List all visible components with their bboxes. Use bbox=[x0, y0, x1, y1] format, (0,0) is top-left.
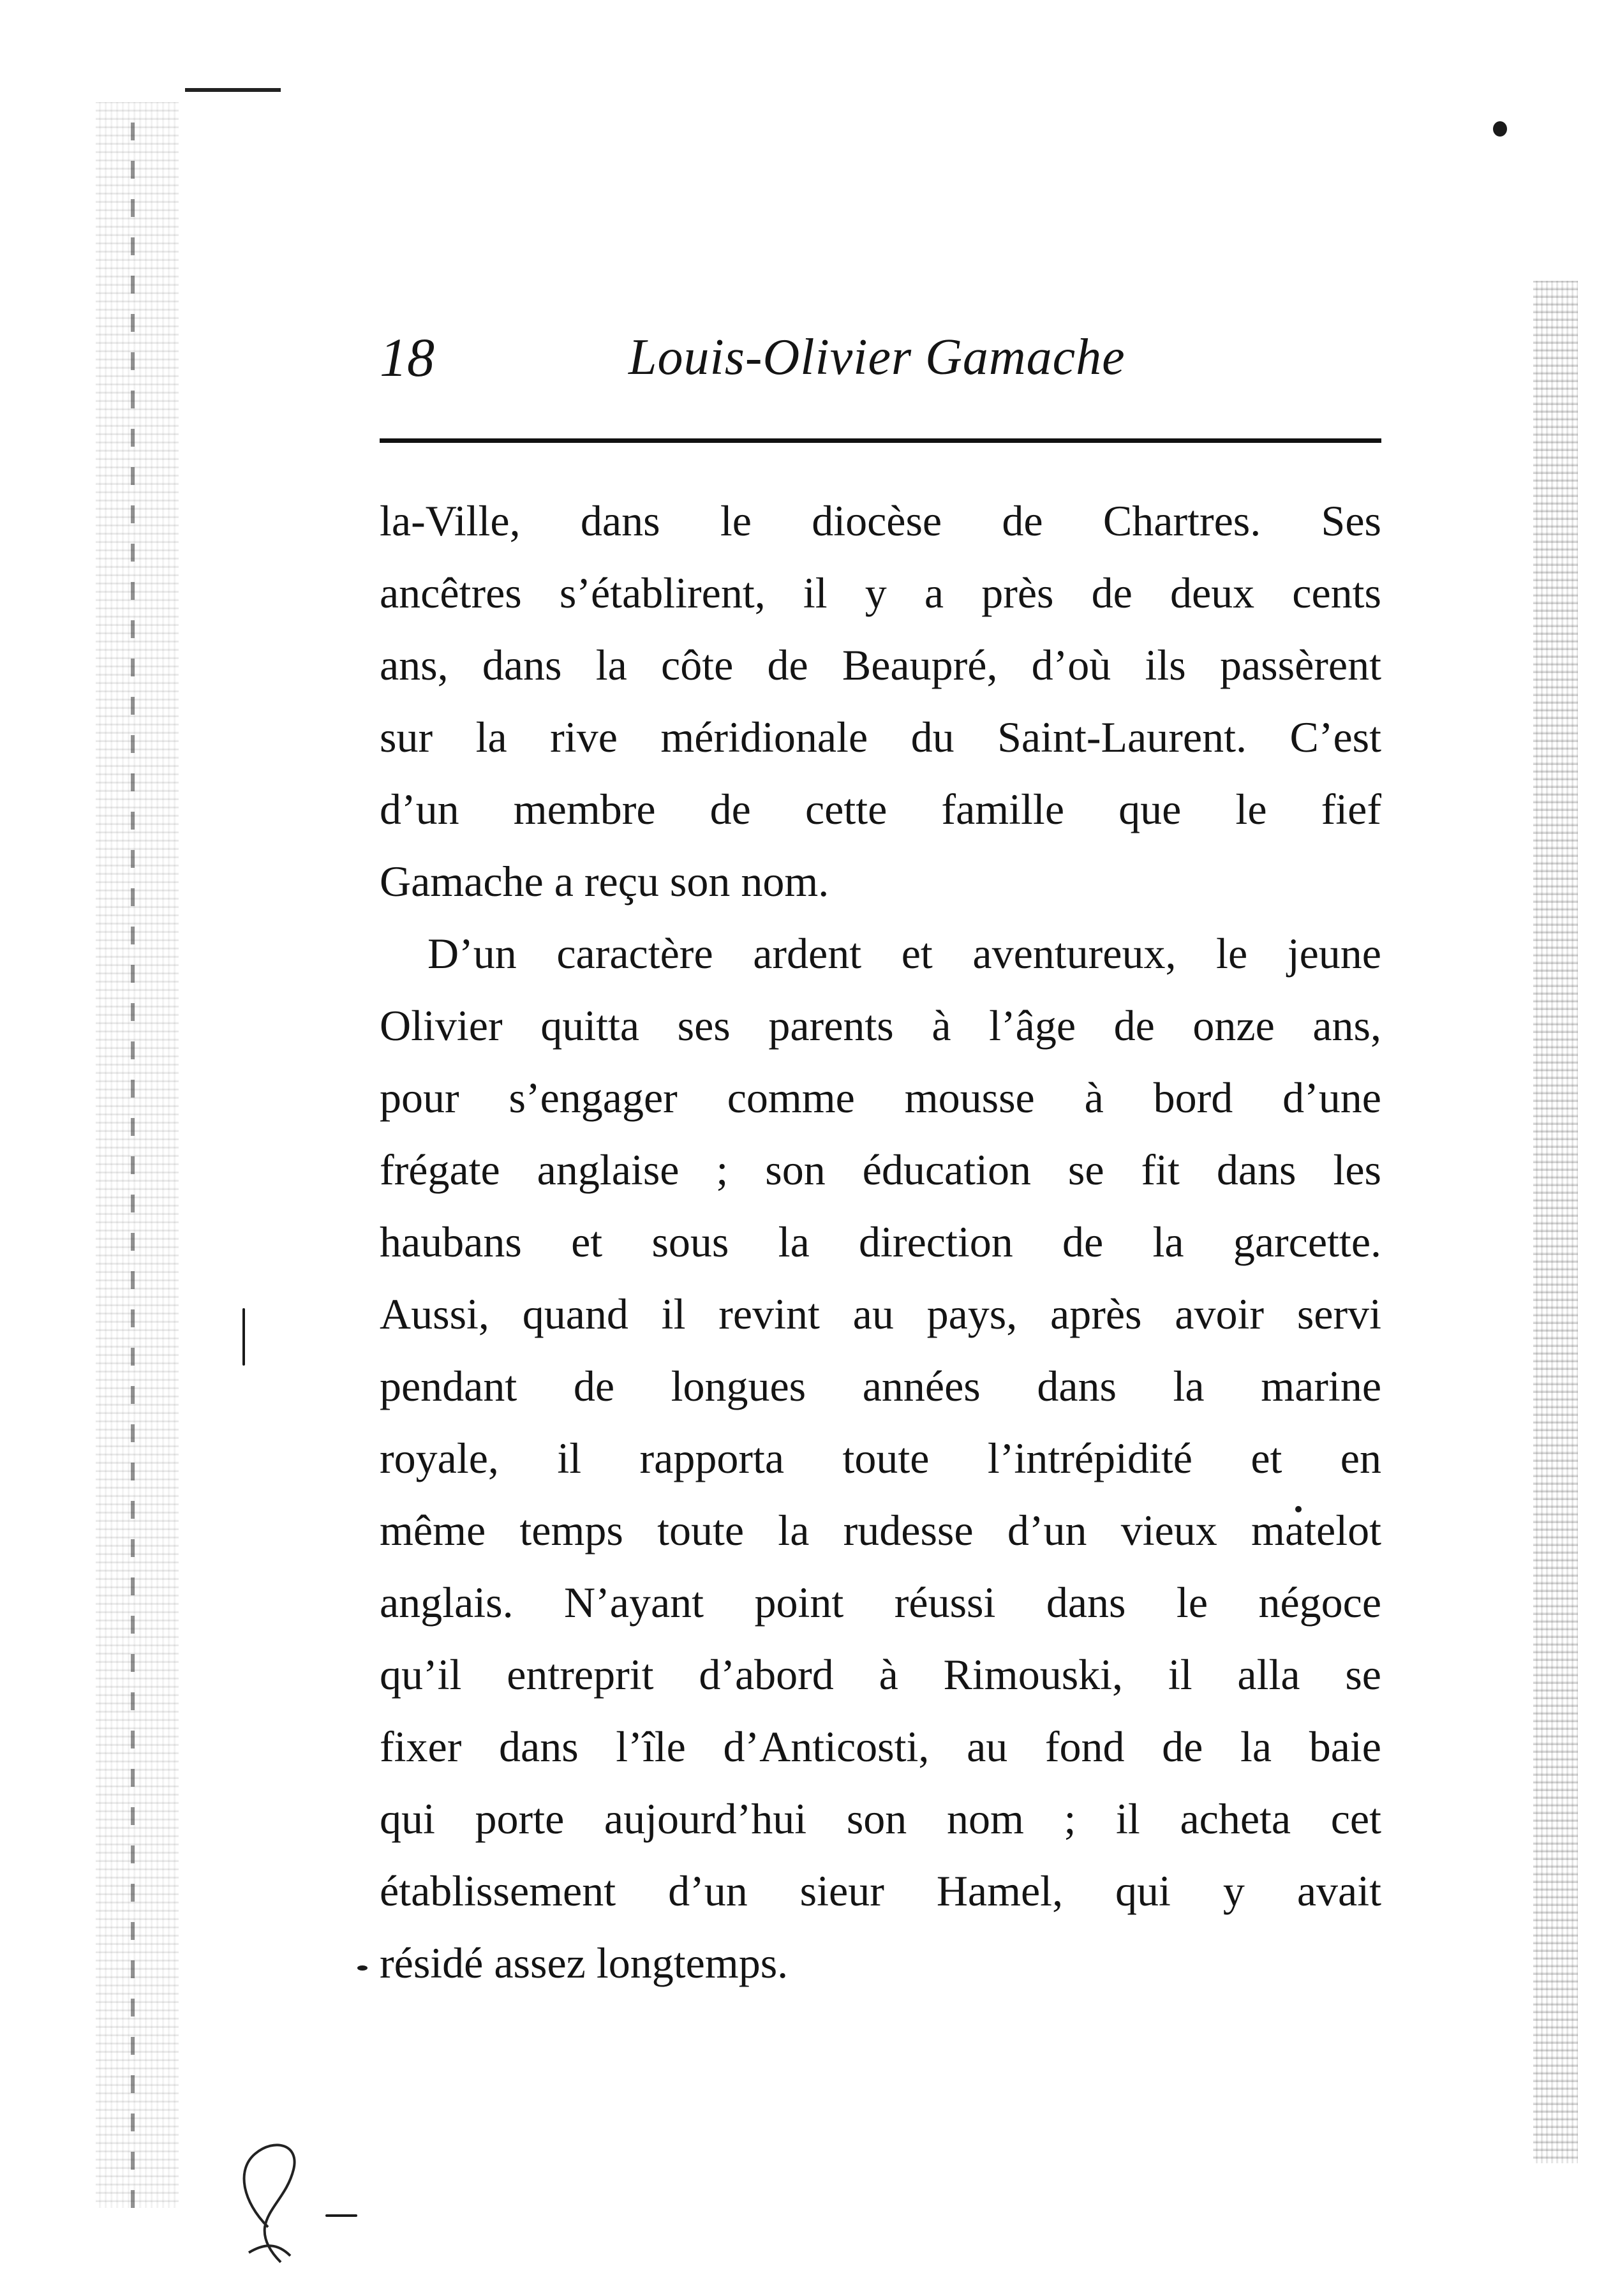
header-rule bbox=[380, 438, 1381, 443]
ink-speck bbox=[1493, 121, 1507, 137]
scan-mark-top bbox=[185, 88, 281, 92]
scan-edge-right bbox=[1533, 281, 1578, 2163]
text-line: fixer dans l’île d’Anticosti, au fond de la baie bbox=[380, 1722, 1381, 1771]
ink-stroke bbox=[242, 1308, 245, 1366]
text-line: haubans et sous la direction de la garcette. bbox=[380, 1218, 1381, 1266]
text-line: pour s’engager comme mousse à bord d’une bbox=[380, 1073, 1381, 1122]
text-line: d’un membre de cette famille que le fief bbox=[380, 785, 1381, 833]
page-number: 18 bbox=[380, 327, 435, 388]
scan-edge-left bbox=[96, 102, 179, 2208]
text-line: ans, dans la côte de Beaupré, d’où ils passèrent bbox=[380, 641, 1381, 689]
running-title: Louis-Olivier Gamache bbox=[628, 329, 1125, 385]
text-line: pendant de longues années dans la marine bbox=[380, 1362, 1381, 1410]
text-line: résidé assez longtemps. bbox=[380, 1939, 789, 1987]
text-line: qu’il entreprit d’abord à Rimouski, il alla se bbox=[380, 1650, 1381, 1699]
text-line: Olivier quitta ses parents à l’âge de onze ans, bbox=[380, 1001, 1381, 1050]
handwritten-doodle bbox=[230, 2099, 370, 2265]
text-line: sur la rive méridionale du Saint-Laurent. C’est bbox=[380, 713, 1381, 761]
body-text bbox=[380, 485, 1381, 1999]
text-line: établissement d’un sieur Hamel, qui y avait bbox=[380, 1867, 1381, 1915]
text-line: D’un caractère ardent et aventureux, le jeune bbox=[427, 929, 1381, 978]
text-line: frégate anglaise ; son éducation se fit dans les bbox=[380, 1145, 1381, 1194]
text-line: Gamache a reçu son nom. bbox=[380, 857, 829, 906]
text-line: qui porte aujourd’hui son nom ; il acheta cet bbox=[380, 1794, 1381, 1843]
text-line: ancêtres s’établirent, il y a près de deux cents bbox=[380, 569, 1381, 617]
text-line: anglais. N’ayant point réussi dans le négoce bbox=[380, 1578, 1381, 1627]
text-line: même temps toute la rudesse d’un vieux matelot bbox=[380, 1506, 1381, 1554]
page-header bbox=[380, 322, 1375, 392]
text-line: Aussi, quand il revint au pays, après avoir servi bbox=[380, 1290, 1381, 1338]
ink-speck bbox=[357, 1965, 368, 1971]
text-line: la-Ville, dans le diocèse de Chartres. Ses bbox=[380, 496, 1381, 545]
text-line: royale, il rapporta toute l’intrépidité et en bbox=[380, 1434, 1381, 1482]
